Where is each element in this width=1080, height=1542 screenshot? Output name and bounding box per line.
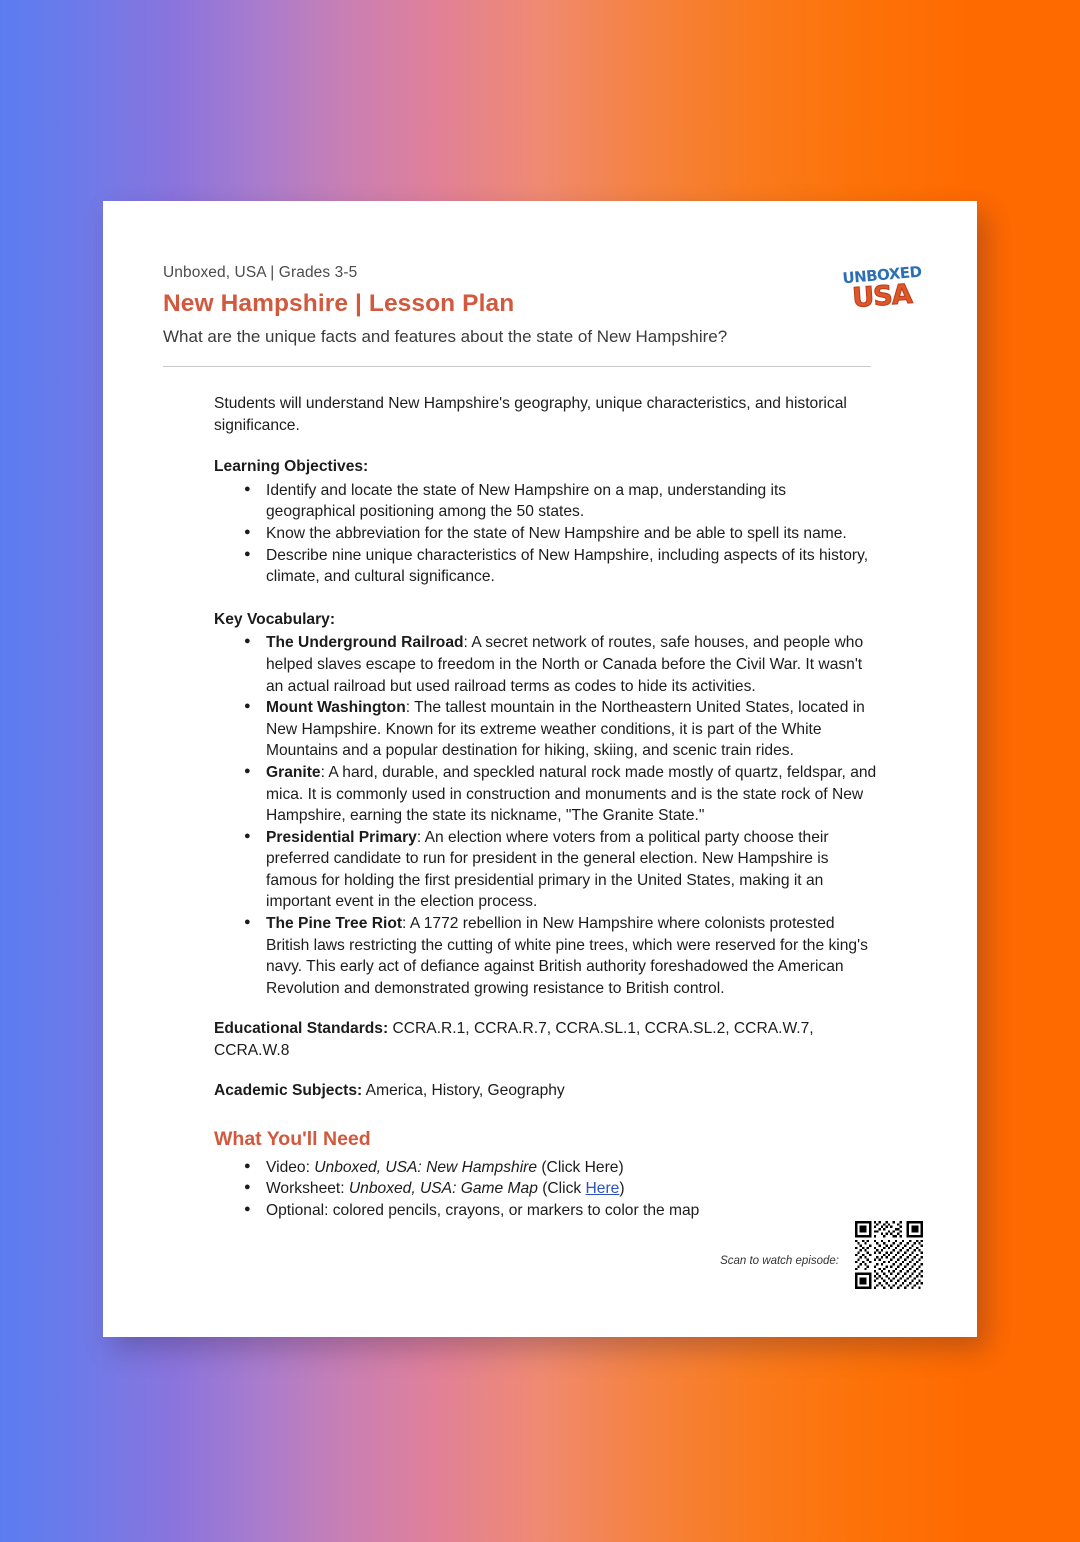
document-header	[163, 264, 923, 367]
list-item: ● Identify and locate the state of New Hampshire on a map, understanding its geographical positioning among the 50 states.	[244, 480, 879, 523]
list-item-video	[244, 1157, 879, 1179]
unboxed-usa-logo-icon	[841, 262, 923, 332]
what-you-need-list	[214, 1157, 879, 1222]
page-title: New Hampshire | Lesson Plan	[163, 290, 515, 317]
page-subtitle: What are the unique facts and features about the state of New Hampshire?	[163, 327, 728, 346]
academic-subjects-value: America, History, Geography	[362, 1081, 565, 1099]
worksheet-here-link[interactable]: Here	[585, 1180, 620, 1198]
educational-standards-label: Educational Standards:	[214, 1020, 389, 1038]
qr-code-icon[interactable]	[855, 1221, 923, 1289]
intro-paragraph: Students will understand New Hampshire's geography, unique characteristics, and historical significance.	[214, 395, 847, 434]
vocab-definition: : A 1772 rebellion in New Hampshire where colonists protested British laws restricting the cutting of white pine trees, which were reserved for the king's navy. This early act of defiance against British authority foreshadowed the American Revolution and demonstrated growing resistance to British control.	[266, 915, 868, 997]
worksheet-title: Unboxed, USA: Game Map	[348, 1180, 538, 1198]
logo-bottom-text: USA	[851, 278, 913, 315]
list-item	[244, 697, 879, 762]
vocab-definition: : An election where voters from a political party choose their preferred candidate to run for president in the general election. New Hampshire is famous for holding the first presidential primary in the United States, making it an important event in the election process.	[266, 828, 829, 911]
vocab-term: Presidential Primary	[266, 828, 417, 846]
header-divider	[163, 366, 871, 367]
vocab-term: The Underground Railroad	[266, 634, 464, 652]
key-vocabulary-label: Key Vocabulary:	[214, 610, 336, 628]
educational-standards-value: CCRA.R.1, CCRA.R.7, CCRA.SL.1, CCRA.SL.2, CCRA.W.7, CCRA.W.8	[214, 1020, 814, 1060]
vocab-term: Mount Washington	[266, 699, 406, 717]
list-item	[244, 632, 879, 697]
academic-subjects	[214, 1080, 879, 1102]
worksheet-prefix: Worksheet:	[266, 1180, 349, 1198]
list-item-worksheet	[244, 1178, 879, 1200]
worksheet-mid: (Click	[537, 1180, 586, 1198]
vocab-definition: : A secret network of routes, safe houses, and people who helped slaves escape to freedom in the North or Canada before the Civil War. It wasn't an actual railroad but used railroad terms as codes to hide its activities.	[266, 634, 864, 695]
header-eyebrow: Unboxed, USA | Grades 3-5	[163, 264, 358, 281]
list-item: ● Describe nine unique characteristics of New Hampshire, including aspects of its history, climate, and cultural significance.	[244, 545, 879, 588]
document-body	[214, 393, 879, 1222]
what-you-need-title: What You'll Need	[214, 1128, 371, 1151]
educational-standards	[214, 1018, 879, 1061]
video-title: Unboxed, USA: New Hampshire	[314, 1158, 538, 1176]
vocab-definition: : The tallest mountain in the Northeastern United States, located in New Hampshire. Known for its extreme weather conditions, it is part of the White Mountains and a popular destination for hiking, skiing, and scenic train rides.	[266, 699, 865, 760]
list-item	[244, 827, 879, 913]
learning-objectives-label: Learning Objectives:	[214, 458, 369, 476]
video-prefix: Video:	[266, 1158, 315, 1176]
logo-top-text: UNBOXED	[841, 262, 923, 288]
worksheet-suffix: )	[619, 1180, 625, 1198]
list-item	[244, 913, 879, 999]
key-vocabulary-list	[214, 632, 879, 999]
lesson-plan-document	[103, 201, 977, 1337]
list-item	[244, 762, 879, 827]
list-item-optional: ● Optional: colored pencils, crayons, or markers to color the map	[244, 1200, 879, 1222]
learning-objectives-list	[214, 480, 879, 588]
vocab-definition: : A hard, durable, and speckled natural rock made mostly of quartz, feldspar, and mica. It is commonly used in construction and monuments and is the state rock of New Hampshire, earning the state its nickname, "The Granite State."	[266, 763, 877, 825]
video-suffix: (Click Here)	[537, 1158, 624, 1176]
vocab-term: The Pine Tree Riot	[266, 915, 403, 933]
document-footer	[720, 1221, 923, 1289]
list-item: ● Know the abbreviation for the state of New Hampshire and be able to spell its name.	[244, 523, 879, 545]
scan-label: Scan to watch episode:	[720, 1255, 839, 1267]
academic-subjects-label: Academic Subjects:	[214, 1081, 363, 1099]
vocab-term: Granite	[266, 763, 321, 781]
